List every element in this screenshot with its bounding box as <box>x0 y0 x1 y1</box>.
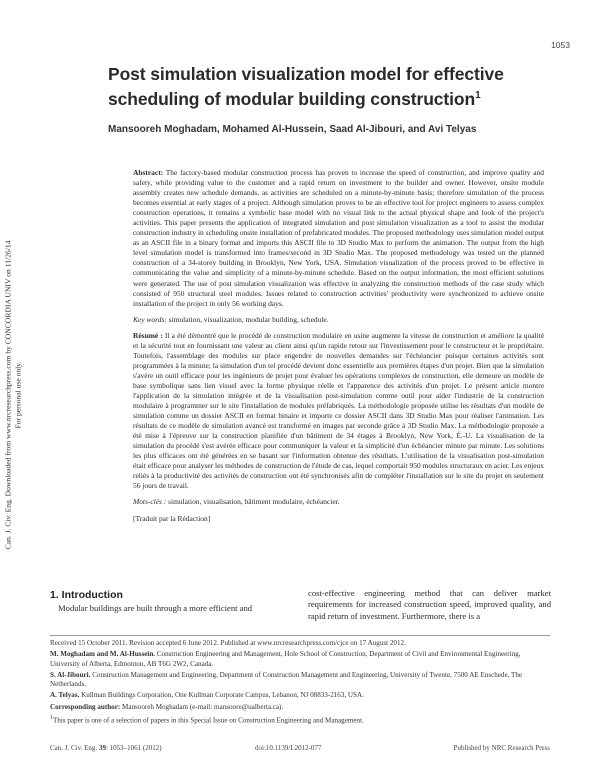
affiliation-3 <box>50 691 550 700</box>
resume-text: Il a été démontré que le procédé de construction modulaire en usine augmente la vitesse de construction et améliore la qualité et la sécurité tout en fournissant une valeur au client ainsi qu'un rapide retour sur l'investissement pour le constructeur et le propriétaire. Toutefois, l'assemblage des modules sur place engendre de nouvelles demandes sur l'échéancier puisque certaines activités sont programmées à la minute; la simulation d'un tel procédé devient donc essentielle aux premières étapes d'un projet. Bien que la simulation s'avère un outil efficace pour les ingénieurs de projet pour évaluer les opérations complexes de construction, elle demeure un modèle de base symbolique sans lien visuel avec la forme physique réelle et l'apparence des activités d'un projet. Le présent article montre l'application de la simulation intégrée et de la visualisation post-simulation comme outil pour aider l'industrie de la construction modulaire à programmer sur le site l'installation de modules préfabriqués. La méthodologie proposée utilise les résultats d'un modèle de simulation comme un dossier ASCII en format binaire et importe ce dossier ASCII dans 3D Studio Max pour réaliser l'animation. Les résultats de ce modèle de simulation avancé est transformé en images par seconde grâce à 3D Studio Max. La méthodologie proposée a été mise à l'épreuve sur la construction planifiée d'un bâtiment de 34 étages à Brooklyn, New York, É.-U. La visualisation de la simulation du procédé s'est avérée efficace pour communiquer la valeur et la simplicité d'un échéancier minute par minute. Les solutions les plus efficaces ont été générées en se basant sur l'information obtenue des résultats. L'utilisation de la visualisation post-simulation était efficace pour analyser les méthodes de construction de l'étude de cas, lequel comportait 950 modules structuraux en acier. Les enjeux reliés à la productivité des activités de construction ont été synchronisés afin de compléter l'installation sur le site du projet en seulement 56 jours de travail. <box>133 330 545 491</box>
special-issue-text: This paper is one of a selection of papers in this Special Issue on Construction Engineering and Management. <box>52 716 364 725</box>
corresponding-author-label: Corresponding author: <box>50 702 121 711</box>
keywords-label: Key words: <box>133 314 167 324</box>
title-footnote-marker: 1 <box>475 90 481 101</box>
special-issue-marker: 1 <box>50 715 53 722</box>
publisher: Published by NRC Research Press <box>453 744 550 752</box>
affiliation-1-text: Construction Engineering and Management, Hole School of Construction, Department of Civil and Environmental Engineering, University of Alberta, Edmonton, AB T6G 2W2, Canada. <box>50 650 521 668</box>
introduction-heading: 1. Introduction <box>50 589 123 601</box>
page-number: 1053 <box>551 40 570 50</box>
doi: doi:10.1139/L2012-077 <box>255 744 322 752</box>
affiliation-2-text: Construction Management and Engineering, Department of Construction Management and Engineering, University of Twente, 7500 AE Enschede, The Netherlands. <box>50 670 523 689</box>
translation-note: [Traduit par la Rédaction] <box>133 513 211 523</box>
intro-left-column: Modular buildings are built through a more efficient and <box>58 603 253 613</box>
motscles-paragraph <box>133 497 544 507</box>
received-dates: Received 15 October 2011. Revision accepted 6 June 2012. Published at www.nrcresearchpress.com/cjce on 17 August 2012. <box>50 639 406 647</box>
motscles-text: simulation, visualisation, bâtiment modulaire, échéancier. <box>168 497 340 507</box>
affiliation-2-name: S. Al-Jibouri. <box>50 670 91 679</box>
affiliation-2 <box>50 671 550 690</box>
journal-citation <box>50 744 162 752</box>
journal-name: Can. J. Civ. Eng. <box>50 744 98 752</box>
paper-title <box>108 64 548 110</box>
abstract-block <box>133 168 544 530</box>
affiliation-3-name: A. Telyas. <box>50 691 80 700</box>
abstract-paragraph <box>133 168 544 309</box>
download-notice-line2: For personal use only. <box>13 361 22 429</box>
motscles-label: Mots-clés : <box>133 497 167 507</box>
intro-right-column: cost-effective engineering method that can deliver market requirements for increased construction speed, improved quality, and rapid return of investment. Furthermore, there is a <box>308 588 551 621</box>
affiliation-1-name: M. Moghadam and M. Al-Hussein. <box>50 650 156 659</box>
footnotes-block <box>50 635 550 728</box>
paper-title-text: Post simulation visualization model for effective scheduling of modular building construction <box>108 64 504 109</box>
journal-volume: 39 <box>98 744 106 752</box>
affiliation-3-text: Kullman Buildings Corporation, One Kullman Corporate Campus, Lebanon, NJ 08833-2163, USA. <box>81 691 364 700</box>
corresponding-author-text: Mansooreh Moghadam (e-mail: mansoore@ualberta.ca). <box>122 702 284 711</box>
download-notice <box>4 241 23 550</box>
special-issue-note <box>50 714 550 726</box>
download-notice-line1: Can. J. Civ. Eng. Downloaded from www.nrcresearchpress.com by CONCORDIA UNIV on 11/26/14 <box>3 240 13 550</box>
keywords-text: simulation, visualization, modular building, schedule. <box>168 314 329 324</box>
journal-pages: : 1053–1061 (2012) <box>105 744 162 752</box>
affiliation-1 <box>50 650 550 669</box>
abstract-text: The factory-based modular construction process has proven to increase the speed of construction, and improve quality and safety, while providing value to the customer and a rapid return on investment to the builder and owner. However, onsite module assembly creates new schedule demands, as activities are scheduled on a minute-by-minute basis; therefore simulation of the process becomes essential at early stages of a project. Although simulation proves to be an effective tool for project engineers to assess complex construction operations, it remains a symbolic base model with no visual link to the actual physical shape and look of the project's activities. This paper presents the application of integrated simulation and post simulation visualization as a tool to assist the modular construction industry in scheduling onsite installation of prefabricated modules. The proposed methodology uses simulation model output as an ASCII file in a binary format and imports this ASCII file to 3D Studio Max to perform the animation. The output from the high level simulation model is transformed into frames/second in 3D Studio Max. The proposed methodology was tested on the planned construction of a 34-storey building in Brooklyn, New York, USA. Simulation visualization of the process proved to be effective in communicating the value and simplicity of a minute-by-minute schedule. Based on the output information, the most efficient solutions were generated. The use of post simulation visualization was effective in analyzing the construction methods of the case study which consisted of 950 structural steel modules. Issues related to construction activities' productivity were synchronized to achieve onsite installation of the project in only 56 working days. <box>133 168 544 308</box>
download-sidebar <box>0 180 28 610</box>
resume-paragraph <box>133 331 544 492</box>
corresponding-author <box>50 703 550 712</box>
keywords-paragraph <box>133 315 544 325</box>
resume-label: Résumé : <box>133 330 163 340</box>
author-list: Mansooreh Moghadam, Mohamed Al-Hussein, Saad Al-Jibouri, and Avi Telyas <box>108 124 477 135</box>
abstract-label: Abstract: <box>133 168 164 177</box>
